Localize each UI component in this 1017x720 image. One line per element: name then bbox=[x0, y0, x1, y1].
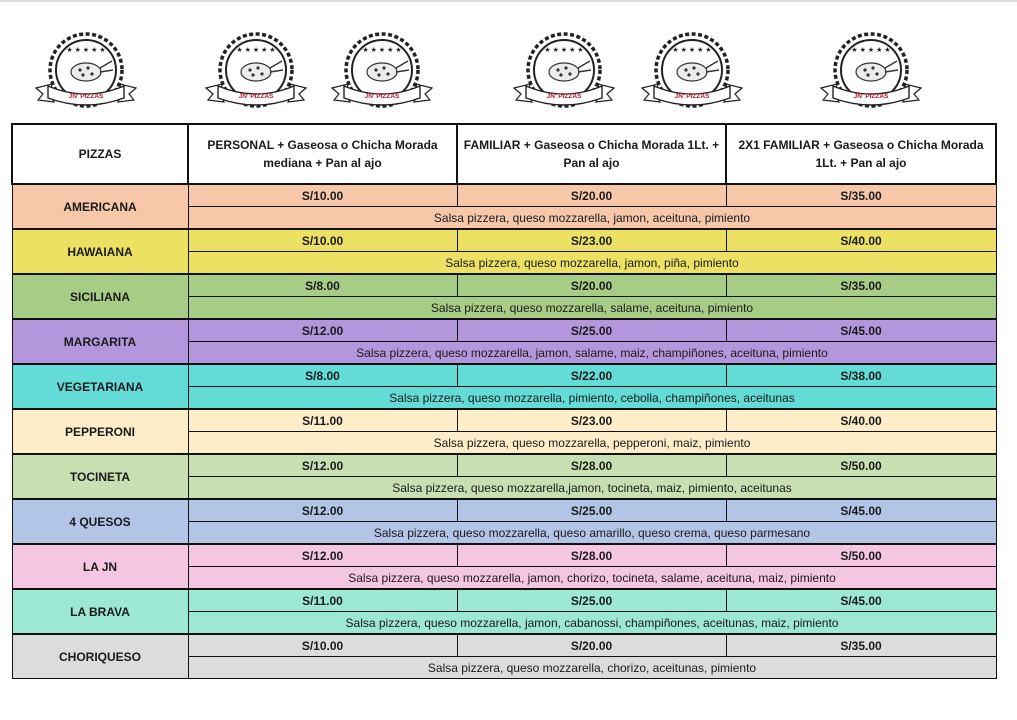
price-2x1-familiar: S/35.00 bbox=[726, 634, 996, 657]
price-2x1-familiar: S/35.00 bbox=[726, 274, 996, 297]
pizza-name: PEPPERONI bbox=[12, 409, 188, 454]
price-personal: S/10.00 bbox=[188, 229, 457, 252]
pizza-ingredients: Salsa pizzera, queso mozzarella,jamon, tocineta, maiz, pimiento, aceitunas bbox=[188, 477, 996, 500]
brand-logo bbox=[508, 30, 620, 118]
pizza-name: AMERICANA bbox=[12, 184, 188, 229]
svg-text:★ ★ ★ ★ ★: ★ ★ ★ ★ ★ bbox=[544, 47, 584, 54]
price-familiar: S/25.00 bbox=[457, 589, 726, 612]
pizza-ingredients: Salsa pizzera, queso mozzarella, jamon, piña, pimiento bbox=[188, 252, 996, 275]
pizza-price-row bbox=[12, 454, 996, 477]
logo-text: JN' PIZZAS bbox=[674, 93, 710, 100]
logo-text: JN' PIZZAS bbox=[546, 93, 582, 100]
svg-text:★ ★ ★ ★ ★: ★ ★ ★ ★ ★ bbox=[66, 47, 106, 54]
price-familiar: S/28.00 bbox=[457, 544, 726, 567]
pizza-ingredients: Salsa pizzera, queso mozzarella, jamon, aceituna, pimiento bbox=[188, 207, 996, 230]
brand-logo bbox=[30, 30, 142, 118]
pizza-price-row bbox=[12, 184, 996, 207]
price-2x1-familiar: S/45.00 bbox=[726, 499, 996, 522]
price-2x1-familiar: S/45.00 bbox=[726, 319, 996, 342]
table-body bbox=[12, 184, 996, 679]
pizza-name: LA BRAVA bbox=[12, 589, 188, 634]
pizza-price-row bbox=[12, 544, 996, 567]
pizza-name: HAWAIANA bbox=[12, 229, 188, 274]
top-divider bbox=[0, 0, 1017, 2]
pizza-price-row bbox=[12, 409, 996, 432]
price-2x1-familiar: S/38.00 bbox=[726, 364, 996, 387]
price-familiar: S/25.00 bbox=[457, 499, 726, 522]
pizza-name: MARGARITA bbox=[12, 319, 188, 364]
pizza-ingredients: Salsa pizzera, queso mozzarella, jamon, cabanossi, champiñones, aceitunas, maiz, pimiento bbox=[188, 612, 996, 635]
pizza-name: 4 QUESOS bbox=[12, 499, 188, 544]
brand-logo bbox=[815, 30, 927, 118]
pizza-price-row bbox=[12, 589, 996, 612]
price-familiar: S/20.00 bbox=[457, 274, 726, 297]
pizza-price-row bbox=[12, 499, 996, 522]
price-familiar: S/23.00 bbox=[457, 229, 726, 252]
svg-text:★ ★ ★ ★ ★: ★ ★ ★ ★ ★ bbox=[236, 47, 276, 54]
price-2x1-familiar: S/50.00 bbox=[726, 544, 996, 567]
price-familiar: S/20.00 bbox=[457, 634, 726, 657]
price-familiar: S/20.00 bbox=[457, 184, 726, 207]
price-2x1-familiar: S/40.00 bbox=[726, 229, 996, 252]
price-2x1-familiar: S/35.00 bbox=[726, 184, 996, 207]
pizza-name: TOCINETA bbox=[12, 454, 188, 499]
logo-text: JN' PIZZAS bbox=[238, 93, 274, 100]
price-personal: S/12.00 bbox=[188, 544, 457, 567]
price-personal: S/12.00 bbox=[188, 319, 457, 342]
pizza-ingredients: Salsa pizzera, queso mozzarella, pepperoni, maiz, pimiento bbox=[188, 432, 996, 455]
price-familiar: S/23.00 bbox=[457, 409, 726, 432]
logo-text: JN' PIZZAS bbox=[68, 93, 104, 100]
header-2x1-familiar: 2X1 FAMILIAR + Gaseosa o Chicha Morada 1Lt. + Pan al ajo bbox=[726, 124, 996, 184]
price-personal: S/10.00 bbox=[188, 634, 457, 657]
price-2x1-familiar: S/50.00 bbox=[726, 454, 996, 477]
pizza-price-table bbox=[11, 123, 997, 679]
pizza-name: VEGETARIANA bbox=[12, 364, 188, 409]
svg-text:★ ★ ★ ★ ★: ★ ★ ★ ★ ★ bbox=[851, 47, 891, 54]
pizza-price-row bbox=[12, 634, 996, 657]
logos-row bbox=[0, 30, 1017, 120]
price-personal: S/11.00 bbox=[188, 409, 457, 432]
price-personal: S/10.00 bbox=[188, 184, 457, 207]
brand-logo bbox=[200, 30, 312, 118]
header-personal: PERSONAL + Gaseosa o Chicha Morada mediana + Pan al ajo bbox=[188, 124, 457, 184]
price-personal: S/8.00 bbox=[188, 364, 457, 387]
pizza-name: LA JN bbox=[12, 544, 188, 589]
table-header-row bbox=[12, 124, 996, 184]
logo-text: JN' PIZZAS bbox=[853, 93, 889, 100]
header-pizzas: PIZZAS bbox=[12, 124, 188, 184]
svg-text:★ ★ ★ ★ ★: ★ ★ ★ ★ ★ bbox=[672, 47, 712, 54]
pizza-name: SICILIANA bbox=[12, 274, 188, 319]
pizza-ingredients: Salsa pizzera, queso mozzarella, queso amarillo, queso crema, queso parmesano bbox=[188, 522, 996, 545]
price-2x1-familiar: S/45.00 bbox=[726, 589, 996, 612]
pizza-price-row bbox=[12, 364, 996, 387]
price-personal: S/8.00 bbox=[188, 274, 457, 297]
price-2x1-familiar: S/40.00 bbox=[726, 409, 996, 432]
header-familiar: FAMILIAR + Gaseosa o Chicha Morada 1Lt. + Pan al ajo bbox=[457, 124, 726, 184]
pizza-price-row bbox=[12, 274, 996, 297]
price-familiar: S/22.00 bbox=[457, 364, 726, 387]
svg-text:★ ★ ★ ★ ★: ★ ★ ★ ★ ★ bbox=[362, 47, 402, 54]
pizza-name: CHORIQUESO bbox=[12, 634, 188, 679]
pizza-price-row bbox=[12, 229, 996, 252]
price-personal: S/12.00 bbox=[188, 499, 457, 522]
brand-logo bbox=[326, 30, 438, 118]
logo-text: JN' PIZZAS bbox=[364, 93, 400, 100]
pizza-price-row bbox=[12, 319, 996, 342]
pizza-ingredients: Salsa pizzera, queso mozzarella, pimiento, cebolla, champiñones, aceitunas bbox=[188, 387, 996, 410]
price-familiar: S/25.00 bbox=[457, 319, 726, 342]
brand-logo bbox=[636, 30, 748, 118]
price-personal: S/11.00 bbox=[188, 589, 457, 612]
price-personal: S/12.00 bbox=[188, 454, 457, 477]
pizza-ingredients: Salsa pizzera, queso mozzarella, salame, aceituna, pimiento bbox=[188, 297, 996, 320]
pizza-ingredients: Salsa pizzera, queso mozzarella, jamon, salame, maiz, champiñones, aceituna, pimiento bbox=[188, 342, 996, 365]
price-familiar: S/28.00 bbox=[457, 454, 726, 477]
pizza-ingredients: Salsa pizzera, queso mozzarella, jamon, chorizo, tocineta, salame, aceituna, maiz, pimiento bbox=[188, 567, 996, 590]
pizza-ingredients: Salsa pizzera, queso mozzarella, chorizo, aceitunas, pimiento bbox=[188, 657, 996, 679]
